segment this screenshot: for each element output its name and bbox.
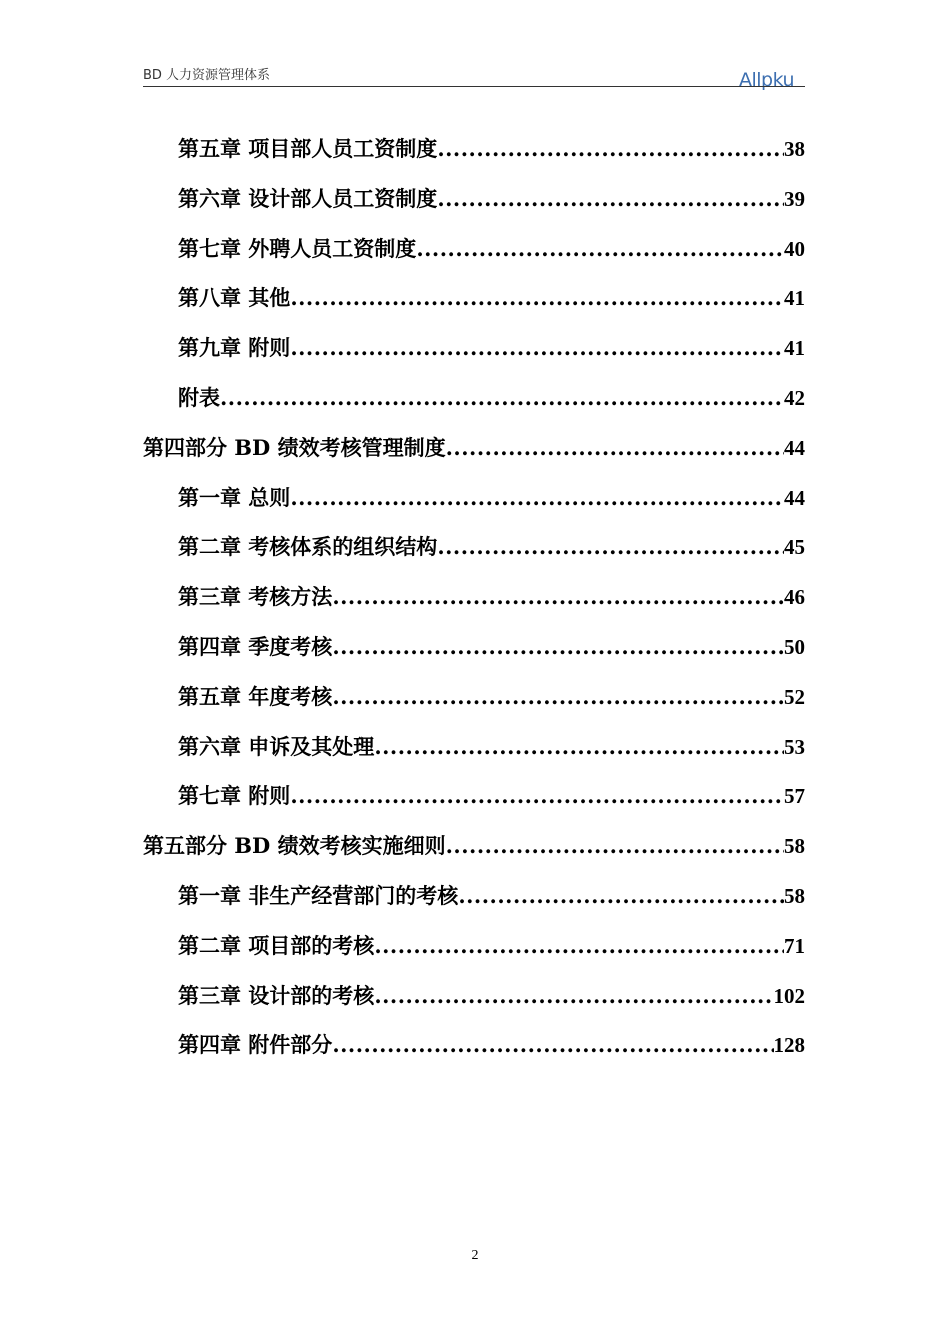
toc-dot-leader (374, 971, 773, 1021)
toc-entry-title: 第一章 非生产经营部门的考核 (178, 883, 459, 908)
toc-entry-page: 102 (773, 983, 805, 1008)
toc-entry-title: 第五章 年度考核 (178, 683, 333, 709)
toc-entry[interactable] (178, 1020, 805, 1070)
toc-dot-leader (332, 1020, 773, 1070)
toc-entry-title: 第七章 附则 (178, 783, 291, 809)
toc-entry[interactable] (178, 323, 805, 373)
toc-entry-page: 44 (784, 485, 805, 510)
toc-entry-page: 40 (784, 236, 805, 261)
toc-entry[interactable] (178, 174, 805, 224)
toc-dot-leader (374, 722, 784, 772)
toc-entry[interactable] (178, 572, 805, 622)
toc-entry-page: 46 (784, 585, 805, 610)
toc-dot-leader (290, 771, 784, 821)
toc-dot-leader (290, 473, 784, 523)
toc-entry-page: 128 (773, 1033, 805, 1058)
toc-entry[interactable] (178, 273, 805, 323)
toc-entry-title: 附表 (178, 385, 220, 410)
toc-entry-title: 第四章 季度考核 (178, 634, 333, 659)
toc-entry-page: 38 (784, 137, 805, 161)
toc-entry-title: 第二章 项目部的考核 (178, 932, 375, 958)
toc-entry[interactable] (178, 771, 805, 821)
page-number: 2 (471, 1248, 479, 1263)
toc-entry-page: 42 (784, 386, 805, 410)
toc-entry-title: 第四章 附件部分 (178, 1032, 333, 1058)
toc-entry-page: 45 (784, 535, 805, 560)
toc-entry[interactable] (178, 224, 805, 274)
toc-entry[interactable] (178, 672, 805, 722)
toc-dot-leader (332, 622, 784, 672)
toc-entry[interactable] (178, 522, 805, 572)
toc-dot-leader (374, 921, 784, 971)
toc-entry[interactable] (143, 821, 805, 871)
toc-entry-title: 第四部分 BD 绩效考核管理制度 (143, 434, 446, 460)
toc-entry-title: 第八章 其他 (178, 285, 291, 311)
toc-dot-leader (220, 373, 784, 423)
toc-entry-title: 第五章 项目部人员工资制度 (178, 136, 438, 161)
toc-entry-page: 39 (784, 186, 805, 211)
toc-dot-leader (290, 323, 784, 373)
toc-entry[interactable] (178, 871, 805, 921)
toc-entry[interactable] (178, 373, 805, 423)
toc-entry-title: 第九章 附则 (178, 335, 291, 361)
toc-entry-title: 第六章 设计部人员工资制度 (178, 185, 438, 211)
toc-entry-page: 41 (784, 286, 805, 311)
toc-entry-page: 41 (784, 336, 805, 361)
toc-dot-leader (437, 174, 784, 224)
toc-dot-leader (446, 423, 784, 473)
toc-entry-page: 53 (784, 734, 805, 759)
toc-entry-page: 44 (784, 435, 805, 460)
toc-entry-page: 71 (784, 933, 805, 958)
toc-entry[interactable] (178, 124, 805, 174)
toc-entry-page: 52 (784, 684, 805, 709)
toc-dot-leader (437, 124, 784, 174)
toc-dot-leader (416, 224, 784, 274)
header-divider (143, 86, 805, 87)
toc-entry[interactable] (143, 423, 805, 473)
toc-dot-leader (437, 522, 784, 572)
toc-entry-page: 58 (784, 834, 805, 859)
toc-entry[interactable] (178, 722, 805, 772)
toc-entry[interactable] (178, 622, 805, 672)
toc-entry-title: 第六章 申诉及其处理 (178, 733, 375, 759)
page-header (143, 62, 805, 88)
header-title: BD 人力资源管理体系 (143, 68, 271, 83)
toc-entry[interactable] (178, 473, 805, 523)
toc-entry[interactable] (178, 971, 805, 1021)
toc-entry-page: 50 (784, 635, 805, 659)
logo-text: Allpku (739, 69, 795, 90)
toc-dot-leader (332, 572, 784, 622)
toc-entry-page: 57 (784, 784, 805, 809)
toc-dot-leader (446, 821, 784, 871)
toc-entry-page: 58 (784, 884, 805, 908)
toc-entry-title: 第二章 考核体系的组织结构 (178, 534, 438, 560)
toc-entry-title: 第三章 设计部的考核 (178, 982, 375, 1008)
toc-dot-leader (290, 273, 784, 323)
toc-entry[interactable] (178, 921, 805, 971)
toc-entry-title: 第三章 考核方法 (178, 584, 333, 610)
toc-dot-leader (458, 871, 784, 921)
toc-entry-title: 第一章 总则 (178, 484, 291, 510)
toc-entry-title: 第七章 外聘人员工资制度 (178, 235, 417, 261)
toc-dot-leader (332, 672, 784, 722)
toc-entry-title: 第五部分 BD 绩效考核实施细则 (143, 833, 446, 859)
